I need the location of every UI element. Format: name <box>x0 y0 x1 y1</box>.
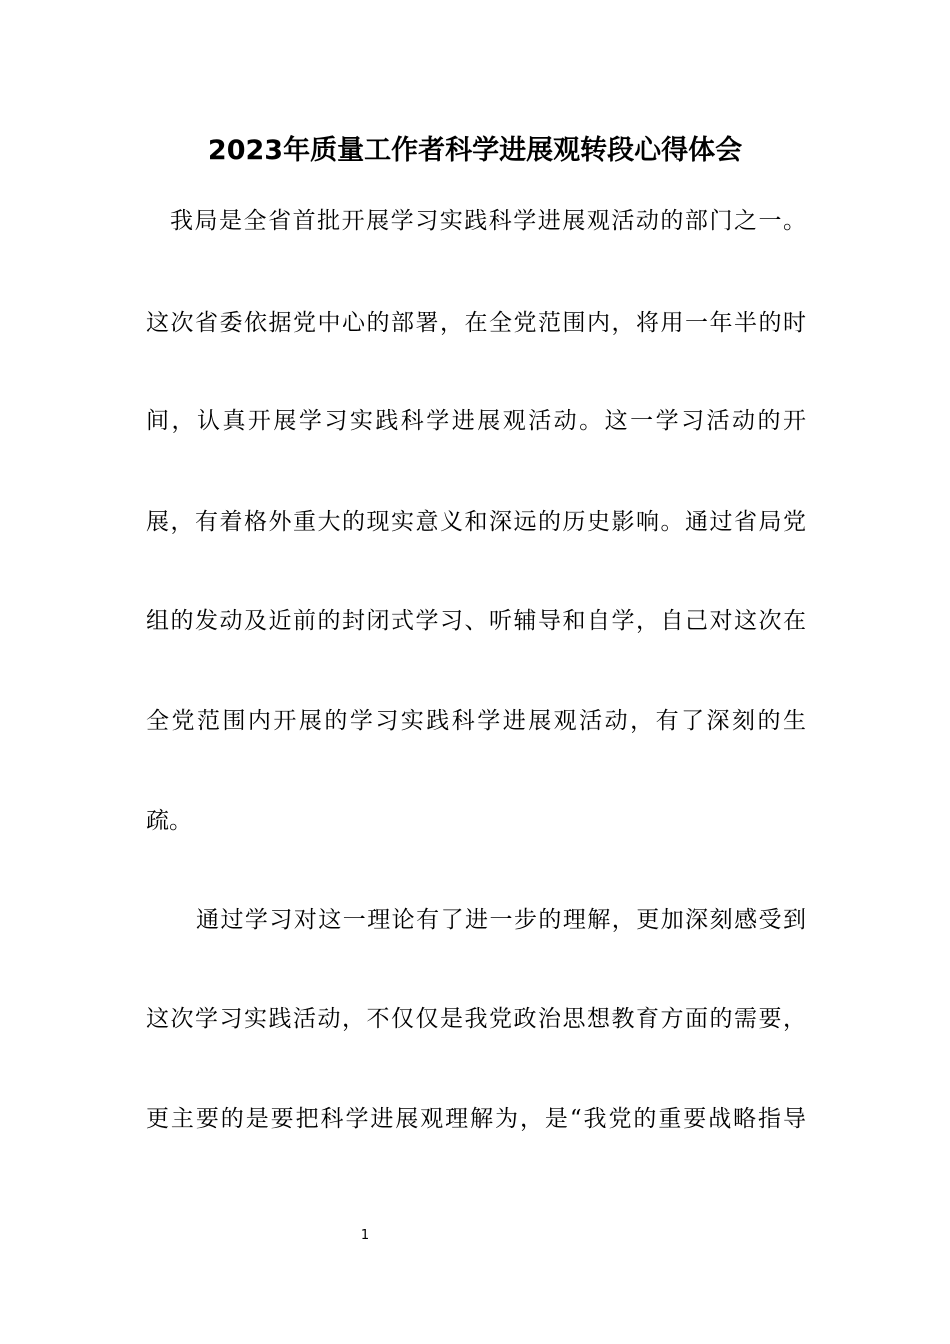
paragraph-1-line-5: 组的发动及近前的封闭式学习、听辅导和自学，自己对这次在 <box>146 608 806 634</box>
page-number: 1 <box>360 1228 370 1243</box>
paragraph-2-line-3: 更主要的是要把科学进展观理解为，是“我党的重要战略指导 <box>146 1106 806 1132</box>
paragraph-1-line-4: 展，有着格外重大的现实意义和深远的历史影响。通过省局党 <box>146 509 806 535</box>
paragraph-1-line-6: 全党范围内开展的学习实践科学进展观活动，有了深刻的生 <box>146 708 806 734</box>
paragraph-1-line-1: 我局是全省首批开展学习实践科学进展观活动的部门之一。 <box>170 208 806 234</box>
paragraph-1-line-7: 疏。 <box>146 808 192 834</box>
paragraph-2-line-2: 这次学习实践活动，不仅仅是我党政治思想教育方面的需要， <box>146 1006 806 1032</box>
document-title: 2023年质量工作者科学进展观转段心得体会 <box>207 135 743 166</box>
paragraph-1-line-2: 这次省委依据党中心的部署，在全党范围内，将用一年半的时 <box>146 310 806 336</box>
paragraph-2-line-1: 通过学习对这一理论有了进一步的理解，更加深刻感受到 <box>196 907 806 933</box>
paragraph-1-line-3: 间，认真开展学习实践科学进展观活动。这一学习活动的开 <box>146 408 806 434</box>
